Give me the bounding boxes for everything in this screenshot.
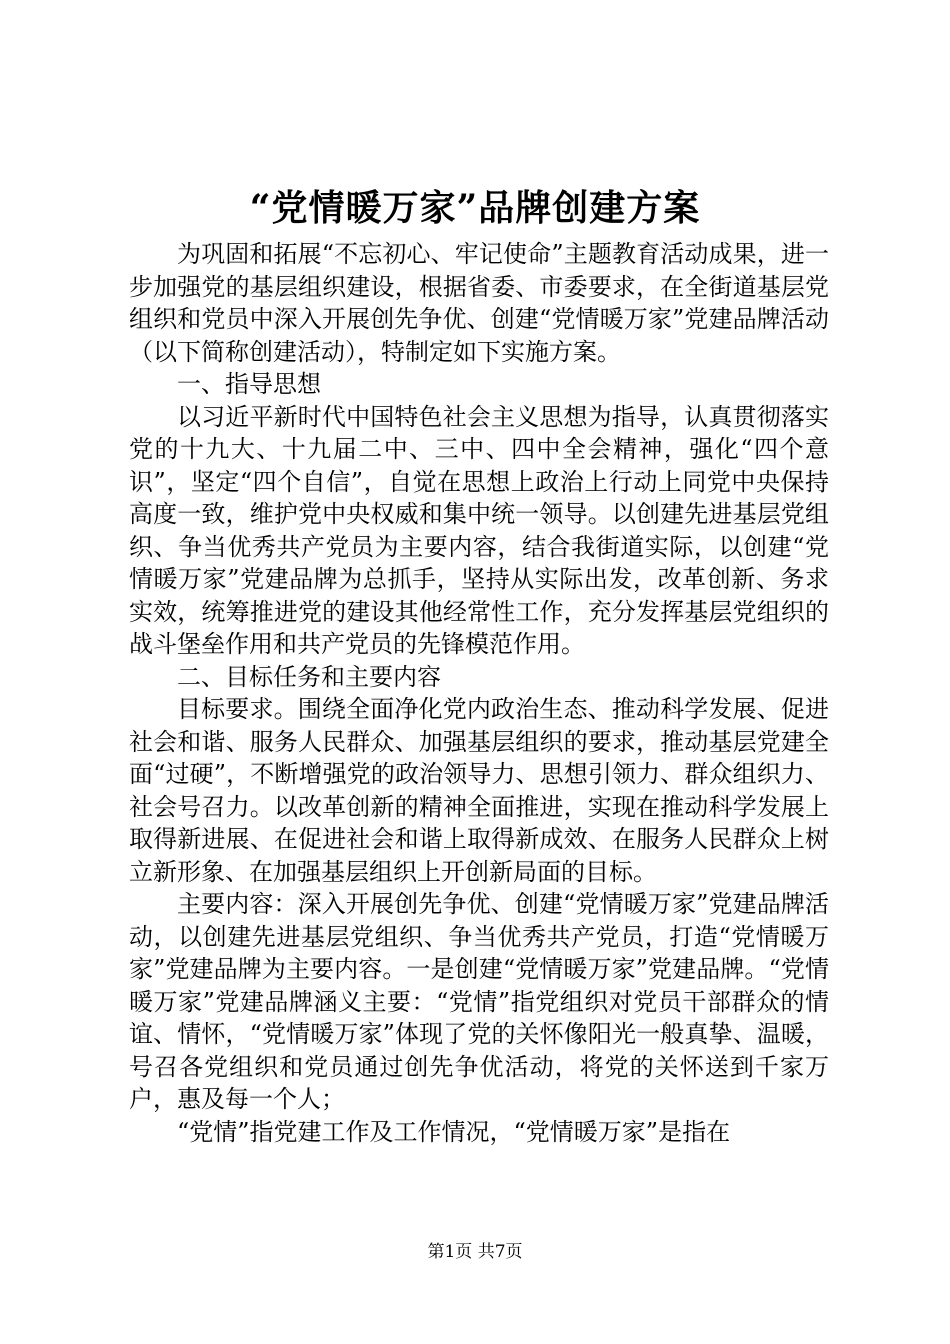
paragraph-guiding-ideology: 以习近平新时代中国特色社会主义思想为指导，认真贯彻落实党的十九大、十九届二中、三中、四中全会精神，强化“四个意识”，坚定“四个自信”，自觉在思想上政治上行动上同党中央保持高度一致，维护党中央权威和集中统一领导。以创建先进基层党组织、争当优秀共产党员为主要内容，结合我街道实际，以创建“党情暖万家”党建品牌为总抓手，坚持从实际出发，改革创新、务求实效，统筹推进党的建设其他经常性工作，充分发挥基层党组织的战斗堡垒作用和共产党员的先锋模范作用。 [129, 402, 829, 658]
document-title: “党情暖万家”品牌创建方案 [249, 187, 701, 229]
paragraph-goal-requirements: 目标要求。围绕全面净化党内政治生态、推动科学发展、促进社会和谐、服务人民群众、加强基层组织的要求，推动基层党建全面“过硬”，不断增强党的政治领导力、思想引领力、群众组织力、社会号召力。以改革创新的精神全面推进，实现在推动科学发展上取得新进展、在促进社会和谐上取得新成效、在服务人民群众上树立新形象、在加强基层组织上开创新局面的目标。 [129, 695, 829, 886]
paragraph-party-feeling: “党情”指党建工作及工作情况，“党情暖万家”是指在 [177, 1117, 731, 1146]
paragraph-intro: 为巩固和拓展“不忘初心、牢记使命”主题教育活动成果，进一步加强党的基层组织建设，根据省委、市委要求，在全街道基层党组织和党员中深入开展创先争优、创建“党情暖万家”党建品牌活动（以下简称创建活动），特制定如下实施方案。 [129, 240, 829, 366]
page-number-footer: 第1页 共7页 [427, 1242, 523, 1262]
section-heading-guiding-ideology: 一、指导思想 [177, 370, 321, 398]
section-heading-goals-content: 二、目标任务和主要内容 [177, 662, 441, 691]
document-body [129, 238, 829, 1148]
paragraph-main-content: 主要内容：深入开展创先争优、创建“党情暖万家”党建品牌活动，以创建先进基层党组织、争当优秀共产党员，打造“党情暖万家”党建品牌为主要内容。一是创建“党情暖万家”党建品牌。“党情暖万家”党建品牌涵义主要：“党情”指党组织对党员干部群众的情谊、情怀，“党情暖万家”体现了党的关怀像阳光一般真挚、温暖，号召各党组织和党员通过创先争优活动，将党的关怀送到千家万户，惠及每一个人； [129, 890, 829, 1113]
